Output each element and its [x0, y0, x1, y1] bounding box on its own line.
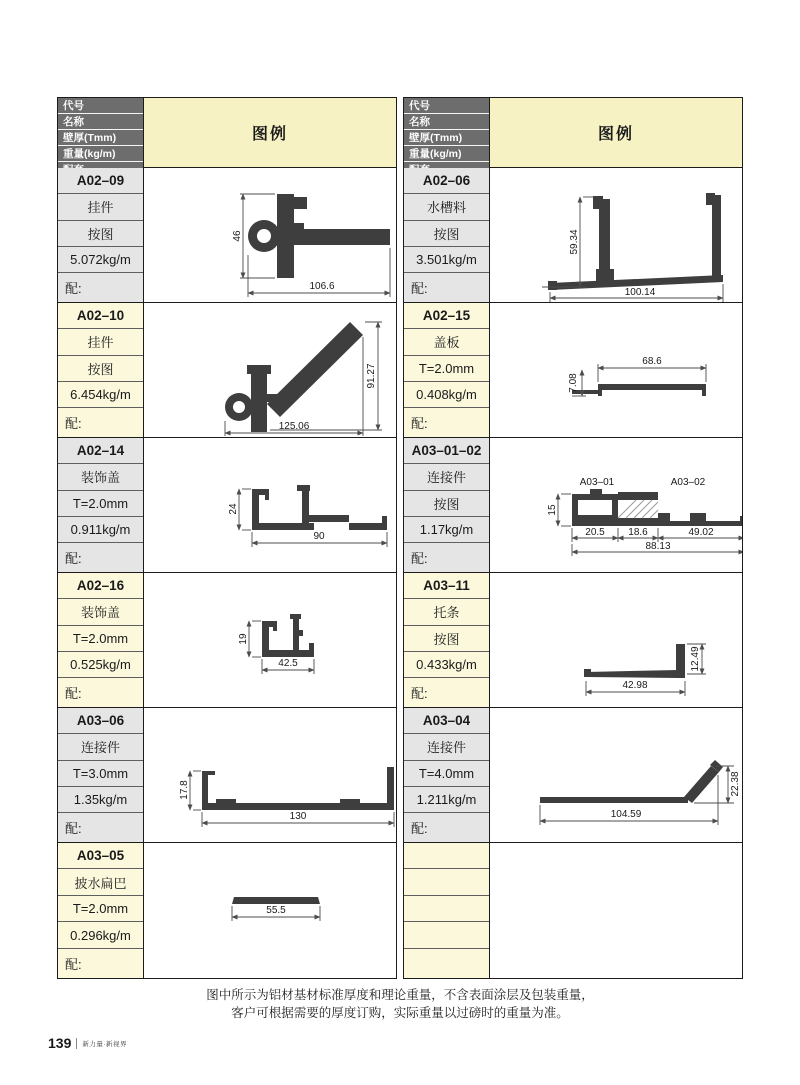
entry-labels: [404, 438, 490, 572]
profile-thickness: T=2.0mm: [58, 491, 143, 517]
profile-name: 装饰盖: [58, 464, 143, 490]
dim-label: 130: [289, 810, 307, 822]
profile-diagram: [490, 573, 742, 707]
profile-drawing: [144, 304, 396, 437]
dim-label: 20.5: [585, 526, 605, 538]
profile-thickness: T=3.0mm: [58, 761, 143, 787]
profile-drawing: [490, 574, 742, 707]
profile-match: 配:: [58, 813, 143, 842]
profile-drawing: [490, 709, 742, 842]
profile-diagram: [490, 303, 742, 437]
profile-entry-a02-09: [58, 168, 396, 303]
profile-thickness: 按图: [404, 491, 489, 517]
profile-diagram: [490, 843, 742, 978]
profile-name: 连接件: [58, 734, 143, 760]
profile-weight: 0.911kg/m: [58, 517, 143, 543]
profile-diagram: [490, 438, 742, 572]
profile-match: 配:: [58, 678, 143, 707]
profile-weight: 3.501kg/m: [404, 247, 489, 273]
profile-code: A02–15: [404, 303, 489, 329]
header-legend: 图例: [490, 98, 742, 167]
dim-label: 22.38: [730, 770, 741, 797]
header-code: 代号: [58, 98, 143, 114]
dim-label: 104.59: [610, 808, 642, 820]
profile-name: 托条: [404, 599, 489, 625]
part-label: A03–01: [579, 476, 615, 488]
profile-name: 水槽料: [404, 194, 489, 220]
profile-name: [404, 869, 489, 895]
profile-entry-a03-05: [58, 843, 396, 978]
profile-name: 连接件: [404, 464, 489, 490]
profile-code: A02–16: [58, 573, 143, 599]
page-footer: [48, 1035, 127, 1051]
profile-weight: 5.072kg/m: [58, 247, 143, 273]
profile-code: A02–14: [58, 438, 143, 464]
dim-label: 106.6: [309, 280, 335, 292]
profile-match: 配:: [404, 408, 489, 437]
dim-label: 90: [313, 530, 325, 542]
header-thickness: 壁厚(Tmm): [404, 130, 489, 146]
profile-diagram: [144, 708, 396, 842]
profile-thickness: T=2.0mm: [58, 626, 143, 652]
entry-labels: [404, 303, 490, 437]
profile-diagram: [144, 438, 396, 572]
profile-drawing: [144, 169, 396, 302]
profile-thickness: 按图: [58, 356, 143, 382]
dim-label: 91.27: [366, 362, 377, 389]
profile-match: 配:: [58, 273, 143, 302]
dim-label: 68.6: [642, 355, 662, 367]
profile-diagram: [144, 303, 396, 437]
profile-name: 挂件: [58, 329, 143, 355]
profile-diagram: [144, 168, 396, 302]
dim-label: 24: [228, 502, 239, 515]
dim-label: 49.02: [688, 526, 714, 538]
profile-weight: 1.35kg/m: [58, 787, 143, 813]
profile-entry-a02-14: [58, 438, 396, 573]
profile-thickness: T=2.0mm: [404, 356, 489, 382]
profile-name: 挂件: [58, 194, 143, 220]
part-label: A03–02: [670, 476, 706, 488]
header-code: 代号: [404, 98, 489, 114]
table-header: [404, 98, 742, 168]
entry-labels: [58, 708, 144, 842]
profile-match: 配:: [404, 678, 489, 707]
profile-match: 配:: [58, 949, 143, 978]
profile-thickness: T=4.0mm: [404, 761, 489, 787]
header-thickness: 壁厚(Tmm): [58, 130, 143, 146]
profile-drawing: [144, 439, 396, 572]
profile-diagram: [490, 708, 742, 842]
dim-label: 55.5: [266, 905, 286, 916]
profile-name: 装饰盖: [58, 599, 143, 625]
profile-match: [404, 949, 489, 978]
profile-tables: [57, 97, 743, 979]
profile-drawing: [490, 439, 742, 572]
profile-thickness: [404, 896, 489, 922]
header-name: 名称: [404, 114, 489, 130]
profile-weight: 6.454kg/m: [58, 382, 143, 408]
footer-brand: 新力量·新视界: [82, 1040, 128, 1048]
profile-entry-a03-01-02: [404, 438, 742, 573]
dim-label: 42.98: [622, 679, 648, 691]
footer-divider: [76, 1038, 77, 1049]
profile-drawing: [144, 844, 396, 977]
dim-label: 7.08: [568, 372, 579, 393]
profile-thickness: 按图: [404, 626, 489, 652]
footnote-line1: 图中所示为铝材基材标准厚度和理论重量，不含表面涂层及包装重量，: [206, 988, 594, 1002]
profile-code: A03–11: [404, 573, 489, 599]
dim-label: 17.8: [179, 779, 190, 800]
footnote: [0, 986, 800, 1022]
profile-match: 配:: [404, 543, 489, 572]
profile-code: A02–09: [58, 168, 143, 194]
header-name: 名称: [58, 114, 143, 130]
profile-code: A03–06: [58, 708, 143, 734]
dim-label: 88.13: [645, 540, 671, 552]
profile-drawing: [144, 709, 396, 842]
profile-code: A03–01–02: [404, 438, 489, 464]
profile-match: 配:: [58, 408, 143, 437]
profile-code: A02–06: [404, 168, 489, 194]
dim-label: 18.6: [628, 526, 648, 538]
profile-diagram: [144, 573, 396, 707]
profile-drawing: [490, 169, 742, 302]
page-number: 139: [48, 1035, 72, 1051]
header-weight: 重量(kg/m): [58, 146, 143, 162]
profile-entry-a03-04: [404, 708, 742, 843]
profile-table-right: [403, 97, 743, 979]
entry-labels: [58, 168, 144, 302]
entry-labels: [404, 573, 490, 707]
profile-table-left: [57, 97, 397, 979]
profile-entry-a02-06: [404, 168, 742, 303]
dim-label: 125.06: [278, 420, 310, 432]
profile-entry-empty: [404, 843, 742, 978]
profile-entry-a02-16: [58, 573, 396, 708]
entry-labels: [58, 843, 144, 978]
profile-code: A03–05: [58, 843, 143, 869]
profile-thickness: 按图: [58, 221, 143, 247]
profile-entry-a02-15: [404, 303, 742, 438]
entry-labels: [58, 303, 144, 437]
profile-diagram: [490, 168, 742, 302]
profile-thickness: 按图: [404, 221, 489, 247]
table-header: [58, 98, 396, 168]
profile-name: 盖板: [404, 329, 489, 355]
entry-labels: [404, 843, 490, 978]
profile-entry-a03-11: [404, 573, 742, 708]
profile-entry-a03-06: [58, 708, 396, 843]
header-label-column: [404, 98, 490, 167]
profile-code: [404, 843, 489, 869]
entry-labels: [404, 708, 490, 842]
profile-thickness: T=2.0mm: [58, 896, 143, 922]
dim-label: 12.49: [690, 645, 701, 672]
profile-weight: 0.433kg/m: [404, 652, 489, 678]
profile-weight: 1.211kg/m: [404, 787, 489, 813]
profile-drawing: [144, 574, 396, 707]
profile-weight: 0.296kg/m: [58, 922, 143, 948]
footnote-line2: 客户可根据需要的厚度订购，实际重量以过磅时的重量为准。: [231, 1006, 569, 1020]
profile-name: 披水扁巴: [58, 869, 143, 895]
profile-name: 连接件: [404, 734, 489, 760]
profile-drawing: [490, 304, 742, 437]
profile-diagram: [144, 843, 396, 978]
entry-labels: [58, 438, 144, 572]
profile-weight: 0.525kg/m: [58, 652, 143, 678]
dim-label: 100.14: [624, 286, 656, 298]
header-weight: 重量(kg/m): [404, 146, 489, 162]
profile-weight: 0.408kg/m: [404, 382, 489, 408]
profile-weight: [404, 922, 489, 948]
header-legend: 图例: [144, 98, 396, 167]
profile-match: 配:: [404, 273, 489, 302]
dim-label: 19: [238, 632, 249, 645]
dim-label: 46: [232, 229, 243, 242]
profile-weight: 1.17kg/m: [404, 517, 489, 543]
profile-match: 配:: [404, 813, 489, 842]
profile-code: A03–04: [404, 708, 489, 734]
profile-code: A02–10: [58, 303, 143, 329]
profile-match: 配:: [58, 543, 143, 572]
dim-label: 42.5: [278, 657, 298, 669]
entry-labels: [58, 573, 144, 707]
dim-label: 15: [547, 503, 558, 516]
entry-labels: [404, 168, 490, 302]
dim-label: 59.34: [569, 228, 580, 255]
profile-entry-a02-10: [58, 303, 396, 438]
header-label-column: [58, 98, 144, 167]
